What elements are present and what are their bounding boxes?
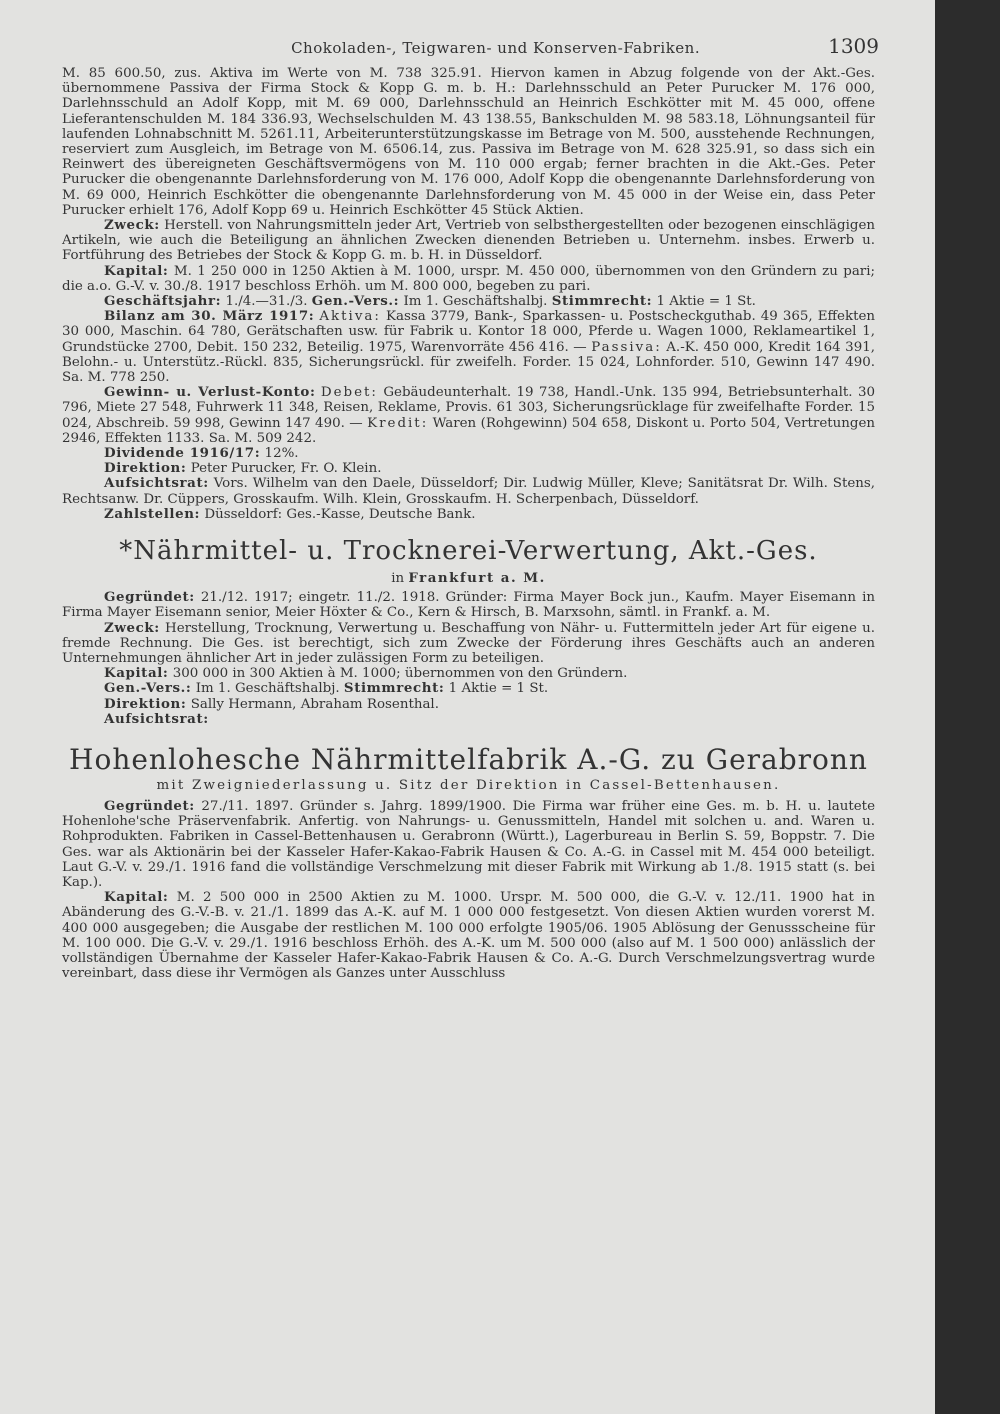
text-gegruendet: 21./12. 1917; eingetr. 11./2. 1918. Gründer: Firma Mayer Bock jun., Kaufm. Mayer Eisemann in Firma Mayer Eisemann senior, Meier Höxter & Co., Kern & Hirsch, B. Marxsohn, sämtl. in Frankf. a. M. [62, 590, 875, 621]
place-name: Frankfurt a. M. [408, 570, 546, 587]
label-genvers: Gen.-Vers.: [311, 293, 400, 310]
text-kapital: M. 2 500 000 in 2500 Aktien zu M. 1000. Urspr. M. 500 000, die G.-V. v. 12./11. 1900 hat in Abänderung des G.-V.-B. v. 21./1. 1899 das A.-K. auf M. 1 000 000 festgesetzt. Von diesen Aktien wurden vorerst M. 400 000 ausgegeben; die Ausgabe der restlichen M. 100 000 erfolgte 1905/06. 1905 Ablösung der Genussscheine für M. 100 000. Die G.-V. v. 29./1. 1916 beschloss Erhöh. des A.-K. um M. 500 000 (also auf M. 1 500 000) anlässlich der vollständigen Übernahme der Kasseler Hafer-Kakao-Fabrik Hausen & Co. A.-G. Durch Verschmelzungsvertrag wurde vereinbart, dass diese ihr Vermögen als Ganzes unter Ausschluss [62, 890, 875, 982]
label-kapital: Kapital: [104, 262, 169, 279]
label-aufsichtsrat: Aufsichtsrat: [104, 475, 209, 492]
text-zweck: Herstellung, Trocknung, Verwertung u. Beschaffung von Nähr- u. Futtermitteln jeder Art für eigene u. fremde Rechnung. Die Ges. ist berechtigt, sich zum Zwecke der Förderung ihres Geschäfts auch an anderen Unternehmungen ähnlicher Art in jeder zulässigen Form zu beteiligen. [62, 620, 875, 666]
label-aktiva: Aktiva: [319, 309, 381, 325]
running-header [62, 34, 879, 60]
paragraph-kapital [62, 264, 875, 294]
text-zweck: Herstell. von Nahrungsmitteln jeder Art, Vertrieb von selbsthergestellten oder bezogenen einschlägigen Artikeln, wie auch die Beteiligung an ähnlichen Zwecken dienenden Betrieben u. Unternehm. insbes. Erwerb u. Fortführung des Betriebes der Stock & Kopp G. m. b. H. in Düsseldorf. [62, 218, 875, 264]
label-gegruendet: Gegründet: [104, 589, 195, 606]
label-stimmrecht: Stimmrecht: [343, 680, 445, 697]
paragraph-kapital [62, 890, 875, 981]
label-aufsichtsrat: Aufsichtsrat: [104, 710, 209, 727]
label-zweck: Zweck: [104, 217, 160, 234]
label-bilanz: Bilanz am 30. März 1917: [104, 308, 315, 325]
text-genvers: Im 1. Geschäftshalbj. [403, 294, 548, 310]
text-direktion: Sally Hermann, Abraham Rosenthal. [190, 696, 439, 712]
text-passiva: A.-K. 450 000, Kredit 164 391, Belohn.- u. Unterstütz.-Rückl. 835, Sicherungsrückl. für zweifelh. Forder. 15 024, Lohnforder. 510, Gewinn 147 490. Sa. M. 778 250. [62, 339, 875, 386]
paragraph-aufsichtsrat [62, 476, 875, 506]
paragraph-intro: M. 85 600.50, zus. Aktiva im Werte von M. 738 325.91. Hiervon kamen in Abzug folgende von der Akt.-Ges. übernommene Passiva der Firma Stock & Kopp G. m. b. H.: Darlehnsschuld an Peter Purucker M. 176 000, Darlehnsschuld an Adolf Kopp, mit M. 69 000, Darlehnsschuld an Heinrich Eschkötter mit M. 45 000, offene Lieferantenschulden M. 184 336.93, Wechselschulden M. 43 138.55, Bankschulden M. 98 583.18, Löhnungsanteil für laufenden Lohnabschnitt M. 5261.11, Arbeiterunterstützungskasse im Betrage von M. 500, ausstehende Rechnungen, reserviert zum Ausgleich, im Betrage von M. 6506.14, zus. Passiva im Betrage von M. 628 325.91, so dass sich ein Reinwert des übereigneten Geschäftsvermögens von M. 110 000 ergab; ferner brachten in die Akt.-Ges. Peter Purucker die obengenannte Darlehnsforderung von M. 176 000, Adolf Kopp die obengenannte Darlehnsforderung von M. 69 000, Heinrich Eschkötter die obengenannte Darlehnsforderung von M. 45 000 in der Weise ein, dass Peter Purucker erhielt 176, Adolf Kopp 69 u. Heinrich Eschkötter 45 Stück Aktien. [62, 66, 875, 218]
paragraph-zweck [62, 621, 875, 667]
text-geschaeftsjahr: 1./4.—31./3. [225, 294, 308, 310]
text-kredit: Waren (Rohgewinn) 504 658, Diskont u. Porto 504, Vertretungen 2946, Effekten 1133. Sa. M. 509 242. [62, 415, 875, 446]
label-kredit: Kredit: [367, 415, 429, 431]
text-direktion: Peter Purucker, Fr. O. Klein. [190, 461, 382, 477]
running-header-title: Chokoladen-, Teigwaren- und Konserven-Fabriken. [291, 39, 701, 57]
text-genvers: Im 1. Geschäftshalbj. [195, 681, 340, 697]
label-direktion: Direktion: [104, 460, 187, 477]
paragraph-gegruendet [62, 799, 875, 890]
label-stimmrecht: Stimmrecht: [551, 293, 653, 310]
text-stimmrecht: 1 Aktie = 1 St. [448, 681, 549, 697]
company-location [62, 570, 875, 586]
label-kapital: Kapital: [104, 889, 169, 906]
company-heading-hohenlohe: Hohenlohesche Nährmittelfabrik A.-G. zu Gerabronn [69, 742, 868, 776]
page-number: 1309 [828, 34, 879, 58]
label-zweck: Zweck: [104, 619, 160, 636]
label-debet: Debet: [320, 385, 378, 401]
label-geschaeftsjahr: Geschäftsjahr: [104, 293, 222, 310]
paragraph-bilanz [62, 309, 875, 385]
label-passiva: Passiva: [591, 339, 662, 355]
paragraph-dividende [62, 446, 875, 461]
paragraph-guv [62, 385, 875, 446]
label-zahlstellen: Zahlstellen: [104, 505, 201, 522]
text-stimmrecht: 1 Aktie = 1 St. [656, 294, 756, 310]
text-kapital: 300 000 in 300 Aktien à M. 1000; übernommen von den Gründern. [172, 666, 628, 682]
text-aufsichtsrat: Vors. Wilhelm van den Daele, Düsseldorf; Dir. Ludwig Müller, Kleve; Sanitätsrat Dr. Wilh. Stens, Rechtsanw. Dr. Cüppers, Grosskaufm. Wilh. Klein, Grosskaufm. H. Scherpenbach, Düsseldorf. [62, 476, 876, 507]
label-gegruendet: Gegründet: [104, 797, 195, 814]
text-dividende: 12%. [264, 446, 299, 462]
paragraph-aufsichtsrat [62, 712, 875, 727]
paragraph-zweck [62, 218, 875, 264]
place-prefix: in [391, 571, 405, 587]
paragraph-geschaeftsjahr [62, 294, 875, 309]
label-genvers: Gen.-Vers.: [104, 680, 192, 697]
paragraph-direktion [62, 697, 875, 712]
label-guv: Gewinn- u. Verlust-Konto: [104, 384, 316, 401]
company-heading-naehrmittel: *Nährmittel- u. Trocknerei-Verwertung, Akt.-Ges. [119, 536, 818, 567]
paragraph-genvers [62, 681, 875, 696]
text-gegruendet: 27./11. 1897. Gründer s. Jahrg. 1899/1900. Die Firma war früher eine Ges. m. b. H. u. lautete Hohenlohe'sche Präservenfabrik. Anfertig. von Nahrungs- u. Genussmitteln, Handel mit solchen u. and. Waren u. Rohprodukten. Fabriken in Cassel-Bettenhausen u. Gerabronn (Württ.), Lagerbureau in Berlin S. 59, Boppstr. 7. Die Ges. war als Aktionärin bei der Kasseler Hafer-Kakao-Fabrik Hausen & Co. A.-G. in Cassel mit M. 454 000 beteiligt. Laut G.-V. v. 29./1. 1916 fand die vollständige Verschmelzung mit dieser Fabrik mit Wirkung ab 1./8. 1915 statt (s. bei Kap.). [62, 798, 875, 890]
label-direktion: Direktion: [104, 695, 187, 712]
company-subtitle: mit Zweigniederlassung u. Sitz der Direktion in Cassel-Bettenhausen. [156, 777, 781, 793]
paragraph-direktion [62, 461, 875, 476]
label-dividende: Dividende 1916/17: [104, 445, 261, 462]
paragraph-gegruendet [62, 590, 875, 620]
text-zahlstellen: Düsseldorf: Ges.-Kasse, Deutsche Bank. [204, 506, 476, 522]
text-kapital: M. 1 250 000 in 1250 Aktien à M. 1000, urspr. M. 450 000, übernommen von den Gründern zu pari; die a.o. G.-V. v. 30./8. 1917 beschloss Erhöh. um M. 800 000, begeben zu pari. [62, 263, 876, 294]
text-debet: Gebäudeunterhalt. 19 738, Handl.-Unk. 135 994, Betriebsunterhalt. 30 796, Miete 27 548, Fuhrwerk 11 348, Reisen, Reklame, Provis. 61 303, Sicherungsrücklage für zweifelhafte Forder. 15 024, Abschreib. 59 998, Gewinn 147 490. — [62, 385, 875, 431]
paragraph-kapital [62, 666, 875, 681]
label-kapital: Kapital: [104, 665, 169, 682]
paragraph-zahlstellen [62, 507, 875, 522]
text-aktiva: Kassa 3779, Bank-, Sparkassen- u. Postscheckguthab. 49 365, Effekten 30 000, Maschin. 64 780, Gerätschaften usw. für Fabrik u. Kontor 18 000, Pferde u. Wagen 1000, Reklameartikel 1, Grundstücke 2700, Debit. 150 232, Beteilig. 1975, Warenvorräte 456 416. — [62, 309, 875, 355]
